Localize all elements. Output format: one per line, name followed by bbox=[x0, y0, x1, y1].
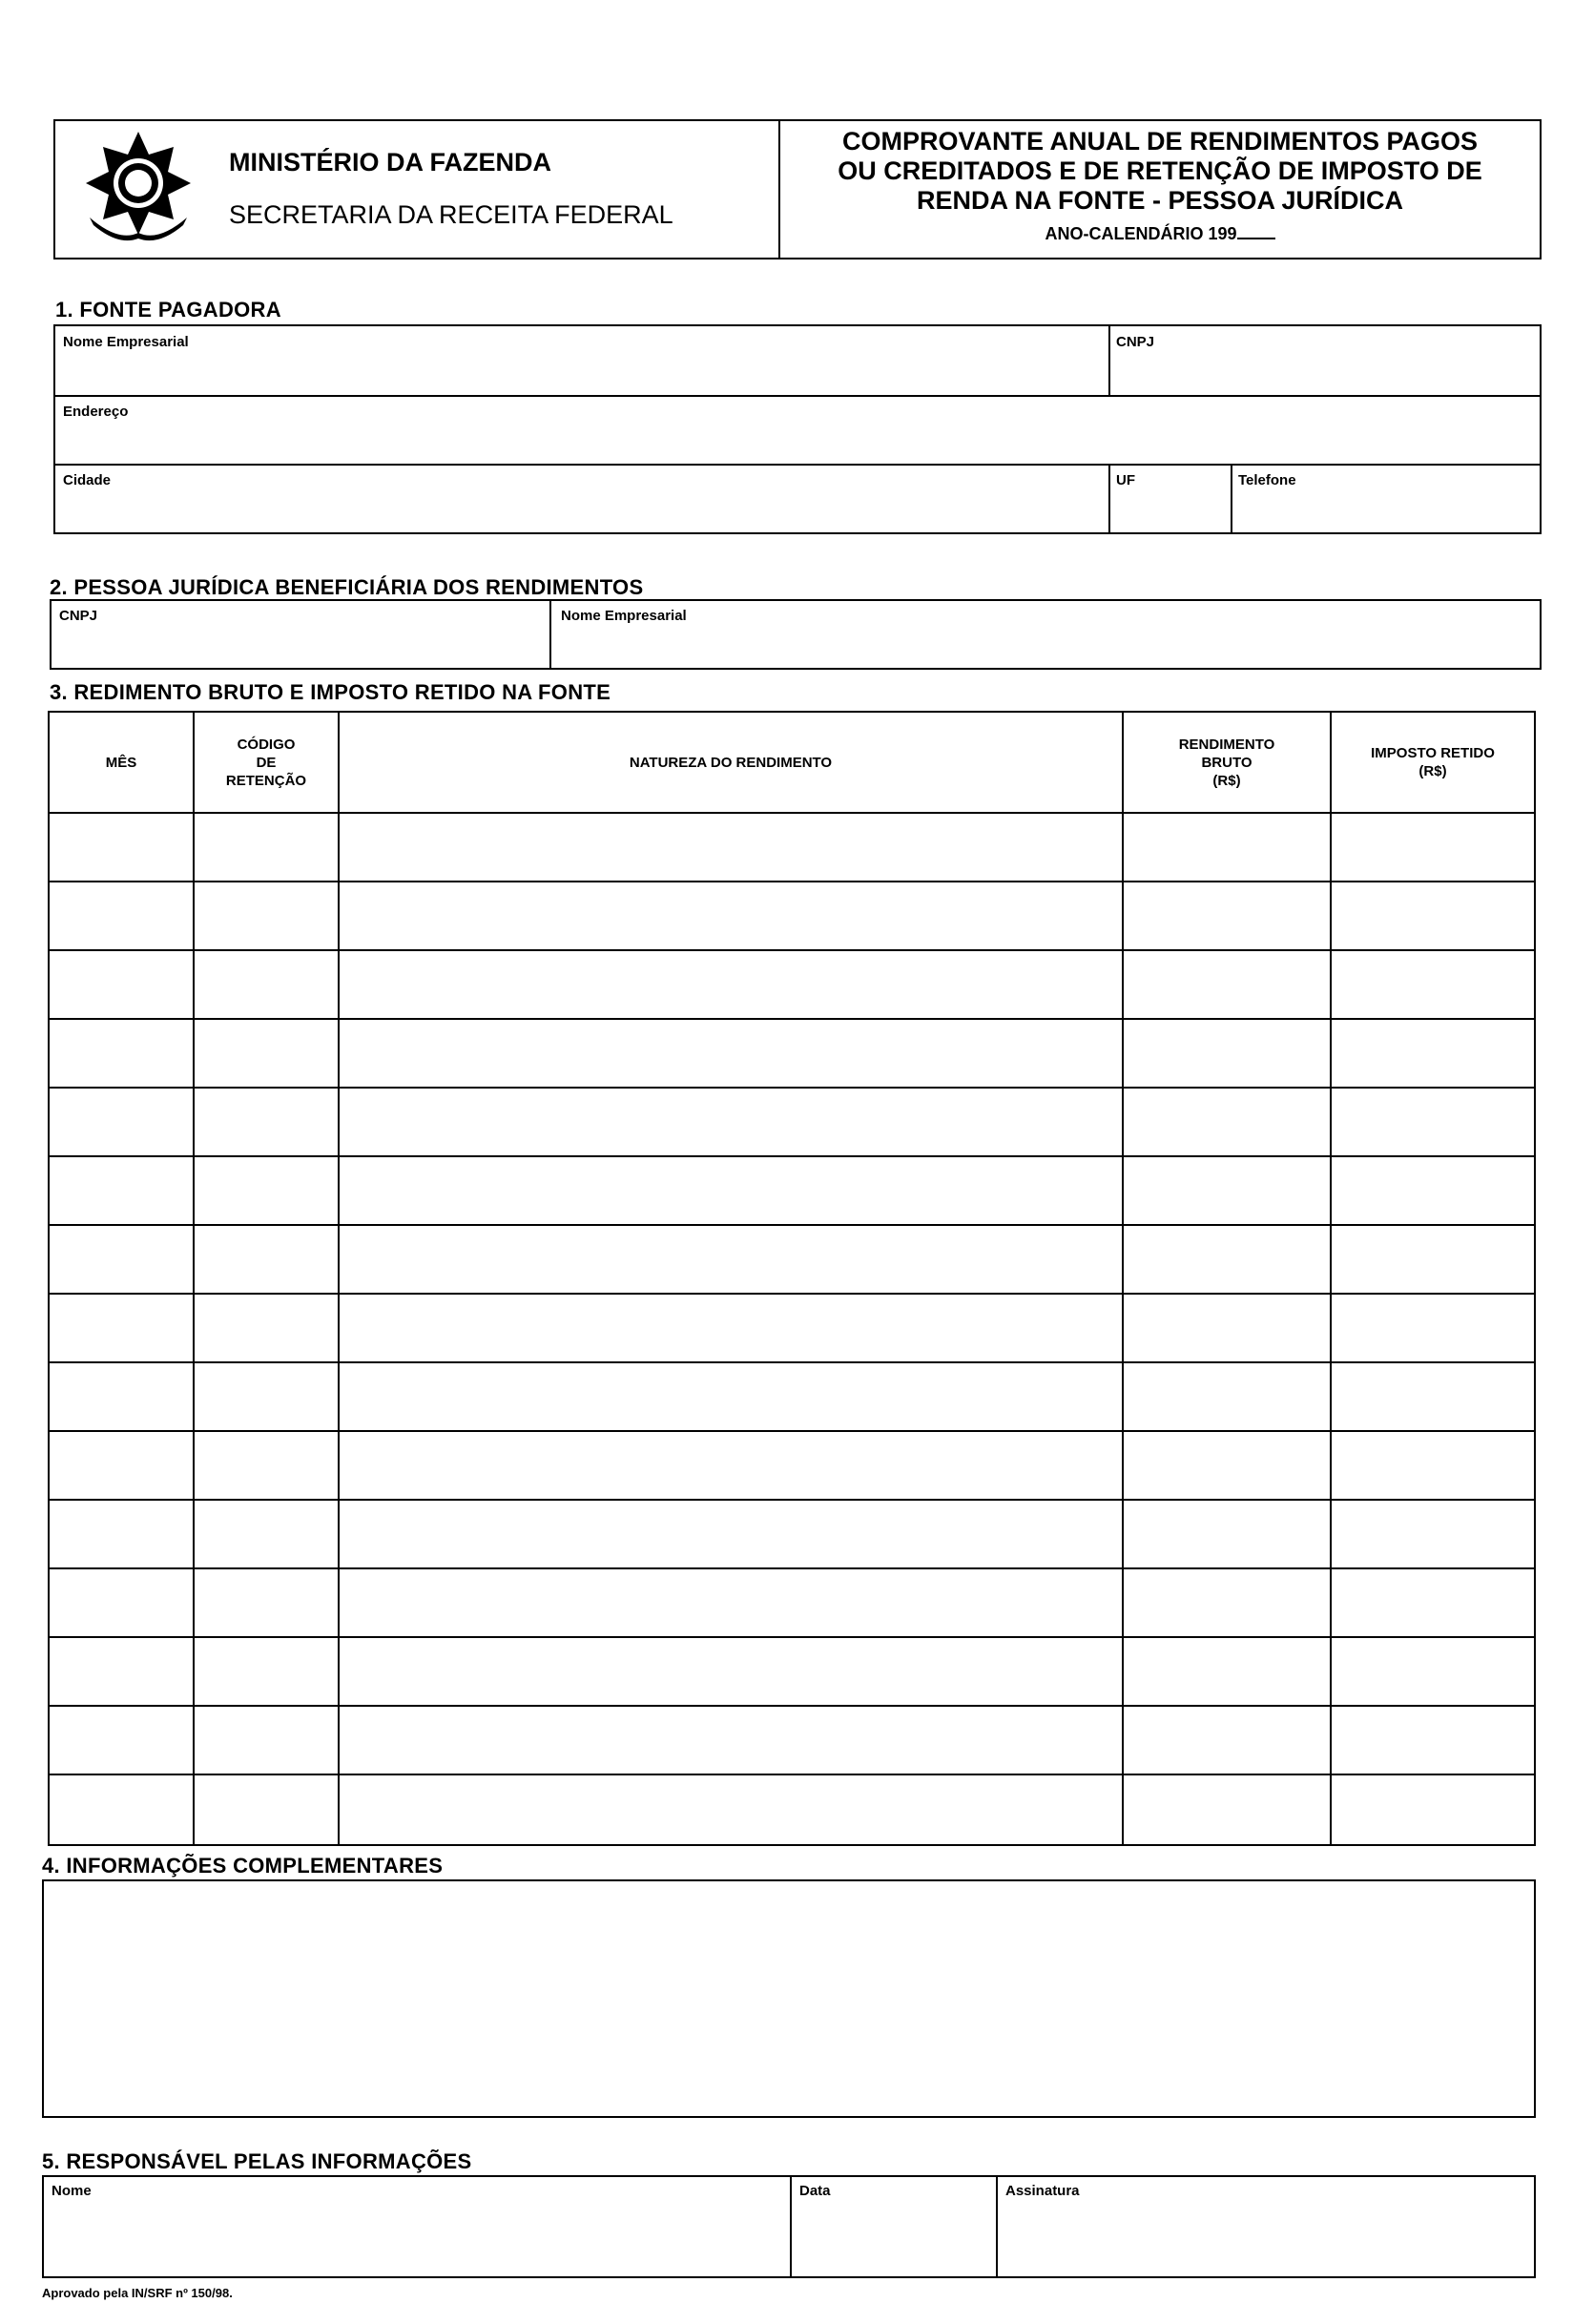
secretaria-name: SECRETARIA DA RECEITA FEDERAL bbox=[229, 200, 673, 229]
informacoes-complementares-field[interactable] bbox=[42, 1879, 1536, 2118]
table-cell-mes[interactable] bbox=[50, 1707, 195, 1775]
fonte-nome-empresarial-label: Nome Empresarial bbox=[63, 334, 189, 350]
responsavel-assinatura-label: Assinatura bbox=[1005, 2183, 1080, 2199]
table-cell-mes[interactable] bbox=[50, 1775, 195, 1844]
col-header-codigo-line-1: CÓDIGO bbox=[237, 736, 296, 753]
table-cell-codigo[interactable] bbox=[195, 1707, 340, 1775]
table-cell-codigo[interactable] bbox=[195, 1089, 340, 1157]
table-cell-mes[interactable] bbox=[50, 1638, 195, 1707]
col-header-rendimento-line-3: (R$) bbox=[1212, 772, 1241, 789]
table-cell-codigo[interactable] bbox=[195, 1226, 340, 1295]
table-cell-codigo[interactable] bbox=[195, 882, 340, 951]
table-cell-mes[interactable] bbox=[50, 1020, 195, 1089]
col-header-natureza bbox=[340, 713, 1124, 814]
table-cell-rendimento[interactable] bbox=[1124, 1363, 1332, 1432]
table-cell-codigo[interactable] bbox=[195, 1432, 340, 1501]
fonte-cidade-label: Cidade bbox=[63, 472, 112, 488]
table-cell-rendimento[interactable] bbox=[1124, 1775, 1332, 1844]
table-cell-mes[interactable] bbox=[50, 1157, 195, 1226]
col-header-codigo-line-2: DE bbox=[256, 754, 277, 771]
table-cell-natureza[interactable] bbox=[340, 1089, 1124, 1157]
table-cell-codigo[interactable] bbox=[195, 814, 340, 882]
section-2-title: 2. PESSOA JURÍDICA BENEFICIÁRIA DOS RENDIMENTOS bbox=[50, 575, 644, 599]
table-cell-mes[interactable] bbox=[50, 1432, 195, 1501]
table-cell-rendimento[interactable] bbox=[1124, 1020, 1332, 1089]
table-cell-imposto[interactable] bbox=[1332, 1157, 1534, 1226]
table-cell-mes[interactable] bbox=[50, 882, 195, 951]
section-4-title: 4. INFORMAÇÕES COMPLEMENTARES bbox=[42, 1854, 444, 1878]
table-cell-natureza[interactable] bbox=[340, 814, 1124, 882]
year-label-text: ANO-CALENDÁRIO 199 bbox=[1045, 224, 1237, 243]
ministry-name: MINISTÉRIO DA FAZENDA bbox=[229, 148, 552, 176]
table-cell-mes[interactable] bbox=[50, 1363, 195, 1432]
responsavel-nome-label: Nome bbox=[52, 2183, 92, 2199]
table-cell-imposto[interactable] bbox=[1332, 1501, 1534, 1569]
table-cell-natureza[interactable] bbox=[340, 1501, 1124, 1569]
table-cell-rendimento[interactable] bbox=[1124, 1295, 1332, 1363]
table-cell-natureza[interactable] bbox=[340, 1432, 1124, 1501]
table-cell-rendimento[interactable] bbox=[1124, 1569, 1332, 1638]
table-cell-rendimento[interactable] bbox=[1124, 1089, 1332, 1157]
table-cell-mes[interactable] bbox=[50, 1089, 195, 1157]
table-cell-mes[interactable] bbox=[50, 1295, 195, 1363]
table-cell-imposto[interactable] bbox=[1332, 814, 1534, 882]
table-cell-imposto[interactable] bbox=[1332, 1226, 1534, 1295]
table-cell-natureza[interactable] bbox=[340, 1638, 1124, 1707]
table-cell-natureza[interactable] bbox=[340, 1775, 1124, 1844]
table-cell-imposto[interactable] bbox=[1332, 1432, 1534, 1501]
table-cell-imposto[interactable] bbox=[1332, 1295, 1534, 1363]
section-3-title: 3. REDIMENTO BRUTO E IMPOSTO RETIDO NA FONTE bbox=[50, 680, 611, 704]
table-cell-imposto[interactable] bbox=[1332, 1707, 1534, 1775]
beneficiaria-cnpj-label: CNPJ bbox=[59, 608, 98, 624]
table-cell-codigo[interactable] bbox=[195, 1020, 340, 1089]
section-5-title: 5. RESPONSÁVEL PELAS INFORMAÇÕES bbox=[42, 2149, 472, 2173]
table-cell-mes[interactable] bbox=[50, 814, 195, 882]
section-2-box bbox=[50, 599, 1542, 670]
table-cell-natureza[interactable] bbox=[340, 1226, 1124, 1295]
section-1-title: 1. FONTE PAGADORA bbox=[55, 298, 281, 322]
table-cell-rendimento[interactable] bbox=[1124, 1432, 1332, 1501]
table-cell-codigo[interactable] bbox=[195, 1775, 340, 1844]
form-title-line-3: RENDA NA FONTE - PESSOA JURÍDICA bbox=[916, 186, 1404, 215]
section-1-divider-1 bbox=[55, 395, 1540, 397]
income-table bbox=[48, 711, 1536, 1846]
year-blank-field[interactable] bbox=[1237, 238, 1275, 239]
coat-of-arms-icon bbox=[80, 126, 197, 248]
col-header-imposto-line-2: (R$) bbox=[1418, 763, 1447, 779]
section-2-vdivider bbox=[549, 601, 551, 668]
table-cell-mes[interactable] bbox=[50, 1569, 195, 1638]
section-5-vdivider-assinatura bbox=[996, 2177, 998, 2276]
table-cell-imposto[interactable] bbox=[1332, 1363, 1534, 1432]
table-cell-codigo[interactable] bbox=[195, 1501, 340, 1569]
table-cell-codigo[interactable] bbox=[195, 951, 340, 1020]
table-cell-codigo[interactable] bbox=[195, 1638, 340, 1707]
col-header-mes bbox=[50, 713, 195, 814]
col-header-imposto bbox=[1332, 713, 1534, 814]
table-cell-rendimento[interactable] bbox=[1124, 1226, 1332, 1295]
table-cell-natureza[interactable] bbox=[340, 882, 1124, 951]
table-cell-rendimento[interactable] bbox=[1124, 1157, 1332, 1226]
year-label bbox=[778, 224, 1542, 244]
table-cell-mes[interactable] bbox=[50, 1226, 195, 1295]
section-1-divider-2 bbox=[55, 464, 1540, 466]
table-cell-natureza[interactable] bbox=[340, 1295, 1124, 1363]
table-cell-imposto[interactable] bbox=[1332, 1775, 1534, 1844]
approval-note: Aprovado pela IN/SRF nº 150/98. bbox=[42, 2286, 233, 2300]
table-cell-natureza[interactable] bbox=[340, 951, 1124, 1020]
table-cell-codigo[interactable] bbox=[195, 1569, 340, 1638]
col-header-codigo bbox=[195, 713, 340, 814]
table-cell-imposto[interactable] bbox=[1332, 1638, 1534, 1707]
table-cell-rendimento[interactable] bbox=[1124, 1707, 1332, 1775]
table-cell-natureza[interactable] bbox=[340, 1363, 1124, 1432]
form-title-line-1: COMPROVANTE ANUAL DE RENDIMENTOS PAGOS bbox=[841, 127, 1479, 156]
table-cell-rendimento[interactable] bbox=[1124, 1501, 1332, 1569]
fonte-endereco-label: Endereço bbox=[63, 404, 129, 420]
fonte-telefone-label: Telefone bbox=[1238, 472, 1296, 488]
table-cell-natureza[interactable] bbox=[340, 1020, 1124, 1089]
table-cell-imposto[interactable] bbox=[1332, 1089, 1534, 1157]
table-cell-rendimento[interactable] bbox=[1124, 882, 1332, 951]
form-title-line-2: OU CREDITADOS E DE RETENÇÃO DE IMPOSTO DE bbox=[838, 156, 1482, 185]
table-cell-mes[interactable] bbox=[50, 951, 195, 1020]
col-header-mes-text: MÊS bbox=[105, 754, 137, 771]
table-cell-mes[interactable] bbox=[50, 1501, 195, 1569]
section-1-vdivider-telefone bbox=[1231, 464, 1232, 532]
section-5-vdivider-data bbox=[790, 2177, 792, 2276]
col-header-rendimento-line-2: BRUTO bbox=[1201, 754, 1252, 771]
table-cell-natureza[interactable] bbox=[340, 1707, 1124, 1775]
table-cell-codigo[interactable] bbox=[195, 1363, 340, 1432]
section-1-box bbox=[53, 324, 1542, 534]
table-cell-imposto[interactable] bbox=[1332, 1569, 1534, 1638]
table-cell-natureza[interactable] bbox=[340, 1157, 1124, 1226]
col-header-codigo-line-3: RETENÇÃO bbox=[225, 772, 307, 789]
fonte-cnpj-label: CNPJ bbox=[1116, 334, 1155, 350]
table-cell-imposto[interactable] bbox=[1332, 882, 1534, 951]
col-header-natureza-text: NATUREZA DO RENDIMENTO bbox=[629, 754, 833, 771]
fonte-uf-label: UF bbox=[1116, 472, 1135, 488]
responsavel-data-label: Data bbox=[799, 2183, 831, 2199]
table-cell-rendimento[interactable] bbox=[1124, 951, 1332, 1020]
section-1-vdivider-uf bbox=[1108, 464, 1110, 532]
form-title bbox=[778, 127, 1542, 216]
beneficiaria-nome-empresarial-label: Nome Empresarial bbox=[561, 608, 687, 624]
table-cell-rendimento[interactable] bbox=[1124, 1638, 1332, 1707]
section-5-box bbox=[42, 2175, 1536, 2278]
table-cell-codigo[interactable] bbox=[195, 1157, 340, 1226]
table-cell-rendimento[interactable] bbox=[1124, 814, 1332, 882]
table-cell-imposto[interactable] bbox=[1332, 1020, 1534, 1089]
table-cell-natureza[interactable] bbox=[340, 1569, 1124, 1638]
col-header-imposto-line-1: IMPOSTO RETIDO bbox=[1371, 745, 1495, 761]
col-header-rendimento bbox=[1124, 713, 1332, 814]
section-1-vdivider-cnpj bbox=[1108, 326, 1110, 395]
col-header-rendimento-line-1: RENDIMENTO bbox=[1178, 736, 1275, 753]
table-cell-codigo[interactable] bbox=[195, 1295, 340, 1363]
table-cell-imposto[interactable] bbox=[1332, 951, 1534, 1020]
